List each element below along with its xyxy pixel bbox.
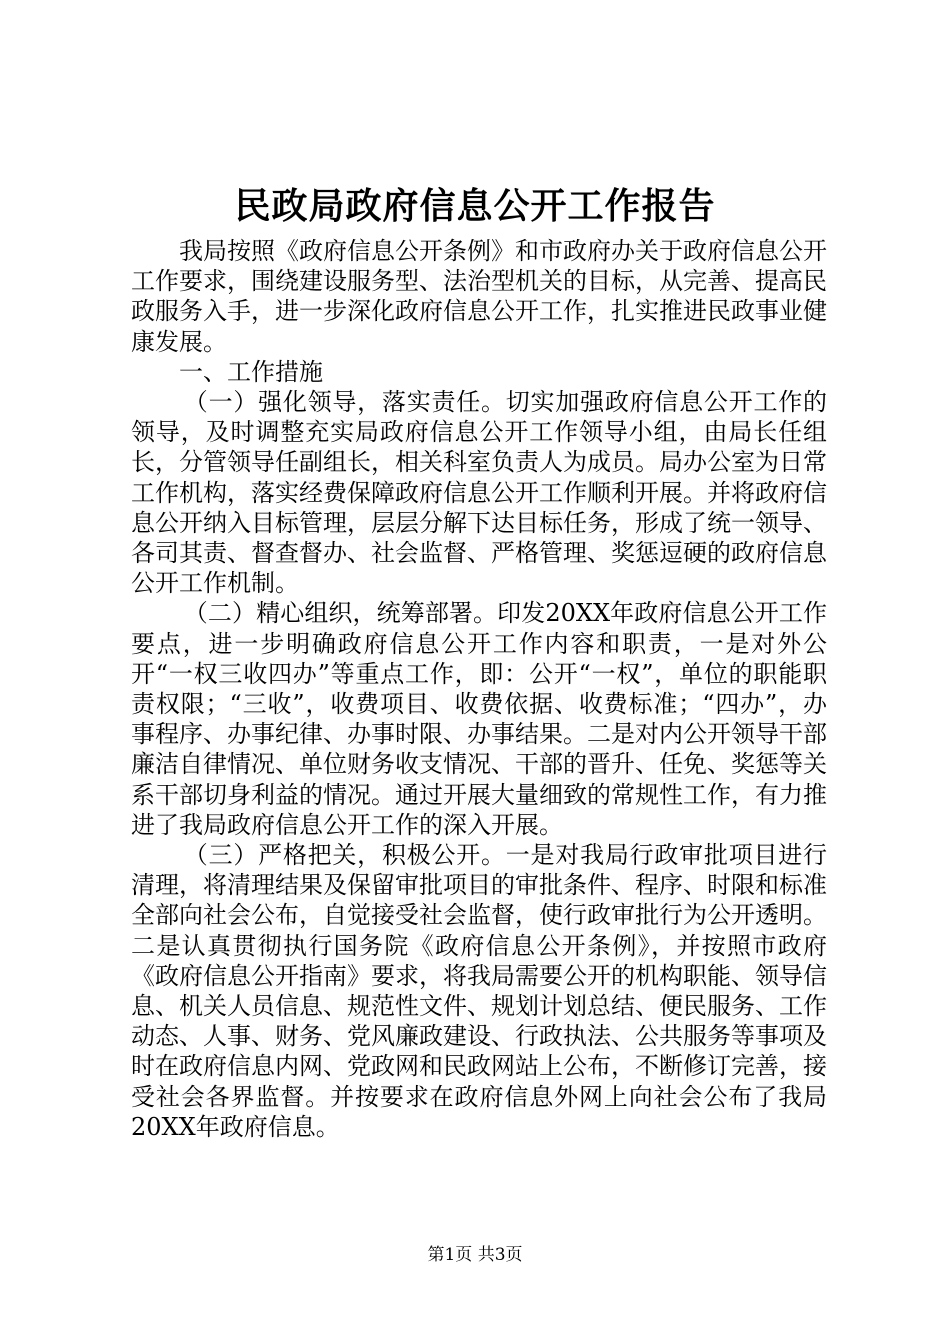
document-body	[131, 236, 827, 1142]
measure-paragraph-1: （一）强化领导，落实责任。切实加强政府信息公开工作的领导，及时调整充实局政府信息公开工作领导小组，由局长任组长，分管领导任副组长，相关科室负责人为成员。局办公室为日常工作机构，落实经费保障政府信息公开工作顺利开展。并将政府信息公开纳入目标管理，层层分解下达目标任务，形成了统一领导、各司其责、督查督办、社会监督、严格管理、奖惩逗硬的政府信息公开工作机制。	[131, 388, 827, 598]
document-title: 民政局政府信息公开工作报告	[234, 185, 716, 227]
intro-paragraph: 我局按照《政府信息公开条例》和市政府办关于政府信息公开工作要求，围绕建设服务型、法治型机关的目标，从完善、提高民政服务入手，进一步深化政府信息公开工作，扎实推进民政事业健康发展。	[131, 237, 827, 356]
page-footer: 第1页 共3页	[427, 1245, 523, 1265]
measure-paragraph-2: （二）精心组织，统筹部署。印发20XX年政府信息公开工作要点，进一步明确政府信息公开工作内容和职责，一是对外公开“一权三收四办”等重点工作，即：公开“一权”，单位的职能职责权限；“三收”，收费项目、收费依据、收费标准；“四办”，办事程序、办事纪律、办事时限、办事结果。二是对内公开领导干部廉洁自律情况、单位财务收支情况、干部的晋升、任免、奖惩等关系干部切身利益的情况。通过开展大量细致的常规性工作，有力推进了我局政府信息公开工作的深入开展。	[131, 599, 827, 839]
measure-paragraph-3: （三）严格把关，积极公开。一是对我局行政审批项目进行清理，将清理结果及保留审批项目的审批条件、程序、时限和标准全部向社会公布，自觉接受社会监督，使行政审批行为公开透明。二是认真贯彻执行国务院《政府信息公开条例》，并按照市政府《政府信息公开指南》要求，将我局需要公开的机构职能、领导信息、机关人员信息、规范性文件、规划计划总结、便民服务、工作动态、人事、财务、党风廉政建设、行政执法、公共服务等事项及时在政府信息内网、党政网和民政网站上公布，不断修订完善，接受社会各界监督。并按要求在政府信息外网上向社会公布了我局20XX年政府信息。	[131, 841, 827, 1141]
section-heading: 一、工作措施	[179, 357, 323, 386]
